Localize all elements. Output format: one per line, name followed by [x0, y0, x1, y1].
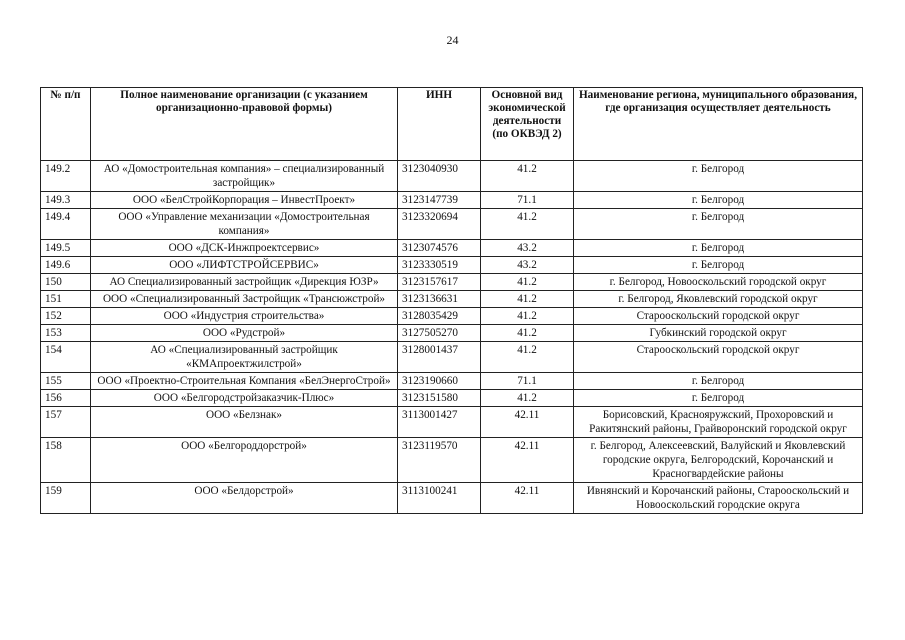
okved-code: 41.2 — [481, 209, 574, 240]
okved-code: 43.2 — [481, 240, 574, 257]
row-number: 158 — [41, 438, 91, 483]
region: Старооскольский городской округ — [574, 342, 863, 373]
region: г. Белгород — [574, 240, 863, 257]
inn: 3123151580 — [398, 390, 481, 407]
okved-code: 41.2 — [481, 274, 574, 291]
organization-name: АО «Специализированный застройщик «КМАпроектжилстрой» — [91, 342, 398, 373]
organizations-table — [40, 87, 863, 514]
organization-name: ООО «Белгородстройзаказчик-Плюс» — [91, 390, 398, 407]
row-number: 150 — [41, 274, 91, 291]
header-organization-name: Полное наименование организации (с указанием организационно-правовой формы) — [91, 88, 398, 161]
table-row — [41, 291, 863, 308]
region: г. Белгород — [574, 209, 863, 240]
okved-code: 71.1 — [481, 192, 574, 209]
region: Губкинский городской округ — [574, 325, 863, 342]
row-number: 154 — [41, 342, 91, 373]
table-row — [41, 438, 863, 483]
inn: 3128001437 — [398, 342, 481, 373]
table-row — [41, 390, 863, 407]
organization-name: ООО «ДСК-Инжпроектсервис» — [91, 240, 398, 257]
organization-name: ООО «Проектно-Строительная Компания «БелЭнергоСтрой» — [91, 373, 398, 390]
okved-code: 41.2 — [481, 325, 574, 342]
inn: 3123119570 — [398, 438, 481, 483]
table-row — [41, 257, 863, 274]
organization-name: АО Специализированный застройщик «Дирекция ЮЗР» — [91, 274, 398, 291]
table-row — [41, 407, 863, 438]
region: г. Белгород — [574, 161, 863, 192]
organization-name: ООО «Рудстрой» — [91, 325, 398, 342]
header-region: Наименование региона, муниципального образования, где организация осуществляет деятельность — [574, 88, 863, 161]
region: г. Белгород — [574, 192, 863, 209]
inn: 3123157617 — [398, 274, 481, 291]
table-row — [41, 240, 863, 257]
row-number: 153 — [41, 325, 91, 342]
inn: 3123320694 — [398, 209, 481, 240]
row-number: 149.3 — [41, 192, 91, 209]
inn: 3123136631 — [398, 291, 481, 308]
organization-name: ООО «Белзнак» — [91, 407, 398, 438]
okved-code: 43.2 — [481, 257, 574, 274]
region: г. Белгород — [574, 390, 863, 407]
row-number: 149.5 — [41, 240, 91, 257]
table-row — [41, 161, 863, 192]
region: Старооскольский городской округ — [574, 308, 863, 325]
table-row — [41, 192, 863, 209]
page-number: 24 — [446, 33, 459, 47]
organization-name: ООО «ЛИФТСТРОЙСЕРВИС» — [91, 257, 398, 274]
okved-code: 41.2 — [481, 390, 574, 407]
organization-name: АО «Домостроительная компания» – специализированный застройщик» — [91, 161, 398, 192]
table-row — [41, 342, 863, 373]
region: г. Белгород — [574, 373, 863, 390]
inn: 3123074576 — [398, 240, 481, 257]
row-number: 157 — [41, 407, 91, 438]
region: Борисовский, Краснояружский, Прохоровский и Ракитянский районы, Грайворонский городской округ — [574, 407, 863, 438]
row-number: 156 — [41, 390, 91, 407]
inn: 3113001427 — [398, 407, 481, 438]
row-number: 159 — [41, 483, 91, 514]
okved-code: 71.1 — [481, 373, 574, 390]
region: г. Белгород, Новооскольский городской округ — [574, 274, 863, 291]
row-number: 149.2 — [41, 161, 91, 192]
row-number: 155 — [41, 373, 91, 390]
okved-code: 42.11 — [481, 438, 574, 483]
header-number: № п/п — [41, 88, 91, 161]
okved-code: 42.11 — [481, 407, 574, 438]
row-number: 152 — [41, 308, 91, 325]
inn: 3123040930 — [398, 161, 481, 192]
organization-name: ООО «Белгороддорстрой» — [91, 438, 398, 483]
region: г. Белгород — [574, 257, 863, 274]
region: г. Белгород, Яковлевский городской округ — [574, 291, 863, 308]
row-number: 149.4 — [41, 209, 91, 240]
organization-name: ООО «Индустрия строительства» — [91, 308, 398, 325]
table-row — [41, 274, 863, 291]
okved-code: 41.2 — [481, 308, 574, 325]
inn: 3128035429 — [398, 308, 481, 325]
row-number: 149.6 — [41, 257, 91, 274]
organization-name: ООО «БелСтройКорпорация – ИнвестПроект» — [91, 192, 398, 209]
table-row — [41, 308, 863, 325]
inn: 3123190660 — [398, 373, 481, 390]
inn: 3127505270 — [398, 325, 481, 342]
table-row — [41, 209, 863, 240]
okved-code: 41.2 — [481, 161, 574, 192]
table-row — [41, 483, 863, 514]
region: Ивнянский и Корочанский районы, Старооскольский и Новооскольский городские округа — [574, 483, 863, 514]
inn: 3113100241 — [398, 483, 481, 514]
organization-name: ООО «Управление механизации «Домостроительная компания» — [91, 209, 398, 240]
table-header-row — [41, 88, 863, 161]
okved-code: 41.2 — [481, 291, 574, 308]
header-inn: ИНН — [398, 88, 481, 161]
row-number: 151 — [41, 291, 91, 308]
table-row — [41, 373, 863, 390]
inn: 3123147739 — [398, 192, 481, 209]
region: г. Белгород, Алексеевский, Валуйский и Яковлевский городские округа, Белгородский, Корочанский и Красногвардейские районы — [574, 438, 863, 483]
header-okved: Основной вид экономической деятельности (по ОКВЭД 2) — [481, 88, 574, 161]
table-row — [41, 325, 863, 342]
organization-name: ООО «Специализированный Застройщик «Трансюжстрой» — [91, 291, 398, 308]
okved-code: 41.2 — [481, 342, 574, 373]
okved-code: 42.11 — [481, 483, 574, 514]
organization-name: ООО «Белдорстрой» — [91, 483, 398, 514]
inn: 3123330519 — [398, 257, 481, 274]
